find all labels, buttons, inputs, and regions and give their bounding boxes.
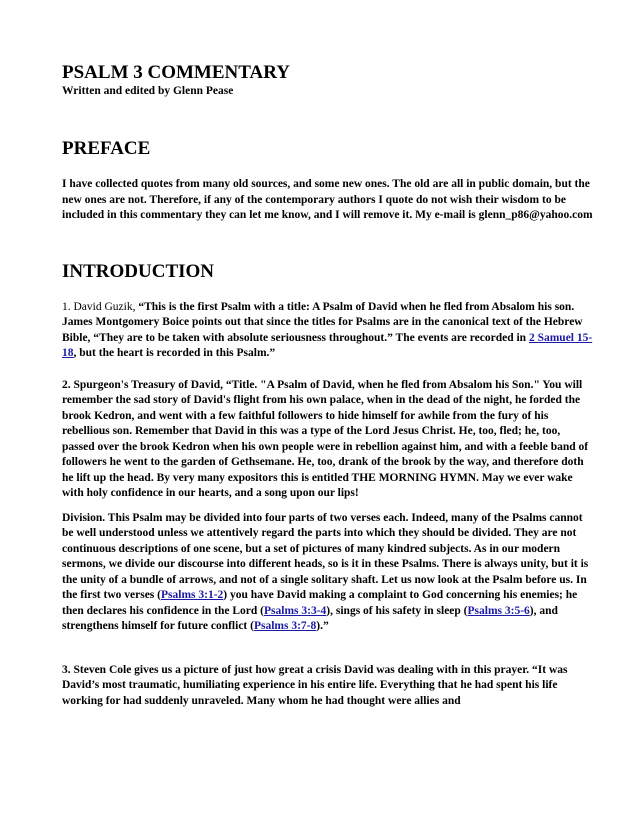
paragraph-3-text-c: ), sings of his safety in sleep ( (326, 604, 468, 617)
link-psalms-3-7-8[interactable]: Psalms 3:7-8 (253, 620, 317, 632)
paragraph-1-quote-start: “This is the first Psalm with a title: A Psalm of David when he fled from Absalom his son. James Montgomery Boice points out that since the titles for Psalms are in the canonical text of the Hebrew Bible, “They are to be taken with absolute seriousness throughout.” The events are recorded in (62, 300, 583, 344)
intro-paragraph-3 (62, 511, 594, 635)
paragraph-1-lead: 1. David Guzik, (62, 300, 139, 313)
link-psalms-3-1-2[interactable]: Psalms 3:1-2 (161, 589, 224, 601)
paragraph-3-text-d: ), and strengthens himself for future conflict ( (62, 604, 558, 632)
paragraph-3-text-b: ) you have David making a complaint to God concerning his enemies; he then declares his confidence in the Lord ( (62, 589, 578, 617)
link-2-samuel-15-18[interactable]: 2 Samuel 15-18 (62, 331, 593, 359)
intro-paragraph-2: 2. Spurgeon's Treasury of David, “Title. "A Psalm of David, when he fled from Absalom his Son." You will remember the sad story of David's flight from his own palace, when in the dead of the night, he forded the brook Kedron, and went with a few faithful followers to hide himself for awhile from the fury of his rebellious son. Remember that David in this was a type of the Lord Jesus Christ. He, too, fled; he, too, passed over the brook Kedron when his own people were in rebellion against him, and with a feeble band of followers he went to the garden of Gethsemane. He, too, drank of the brook by the way, and therefore doth he lift up the head. By very many expositors this is entitled THE MORNING HYMN. May we ever wake with holy confidence in our hearts, and a song upon our lips! (62, 378, 589, 499)
preface-paragraph: I have collected quotes from many old sources, and some new ones. The old are all in public domain, but the new ones are not. Therefore, if any of the contemporary authors I quote do not wish their wisdom to be included in this commentary they can let me know, and I will remove it. My e-mail is glenn_p86@yahoo.com (62, 178, 593, 221)
document-title: PSALM 3 COMMENTARY (62, 62, 291, 83)
preface-heading: PREFACE (62, 138, 151, 159)
intro-paragraph-1 (62, 300, 594, 362)
paragraph-3-text-a: Division. This Psalm may be divided into four parts of two verses each. Indeed, many of the Psalms cannot be well understood unless we attentively regard the parts into which they should be divided. They are not continuous descriptions of one scene, but a set of pictures of many kindred subjects. As in our modern sermons, we divide our discourse into different heads, so is it in these Psalms. There is always unity, but it is the unity of a bundle of arrows, and not of a single solitary shaft. Let us now look at the Psalm before us. In the first two verses ( (62, 511, 589, 601)
link-psalms-3-3-4[interactable]: Psalms 3:3-4 (264, 604, 327, 617)
paragraph-3-text-e: ).” (316, 620, 329, 632)
intro-paragraph-4: 3. Steven Cole gives us a picture of just how great a crisis David was dealing with in this prayer. “It was David’s most traumatic, humiliating experience in his entire life. Everything that he had spent his life working for had suddenly unraveled. Many whom he had thought were allies and (62, 663, 568, 707)
document-subtitle: Written and edited by Glenn Pease (62, 85, 234, 97)
paragraph-1-quote-end: , but the heart is recorded in this Psalm.” (73, 347, 276, 359)
introduction-heading: INTRODUCTION (62, 260, 215, 282)
link-psalms-3-5-6[interactable]: Psalms 3:5-6 (467, 604, 530, 617)
